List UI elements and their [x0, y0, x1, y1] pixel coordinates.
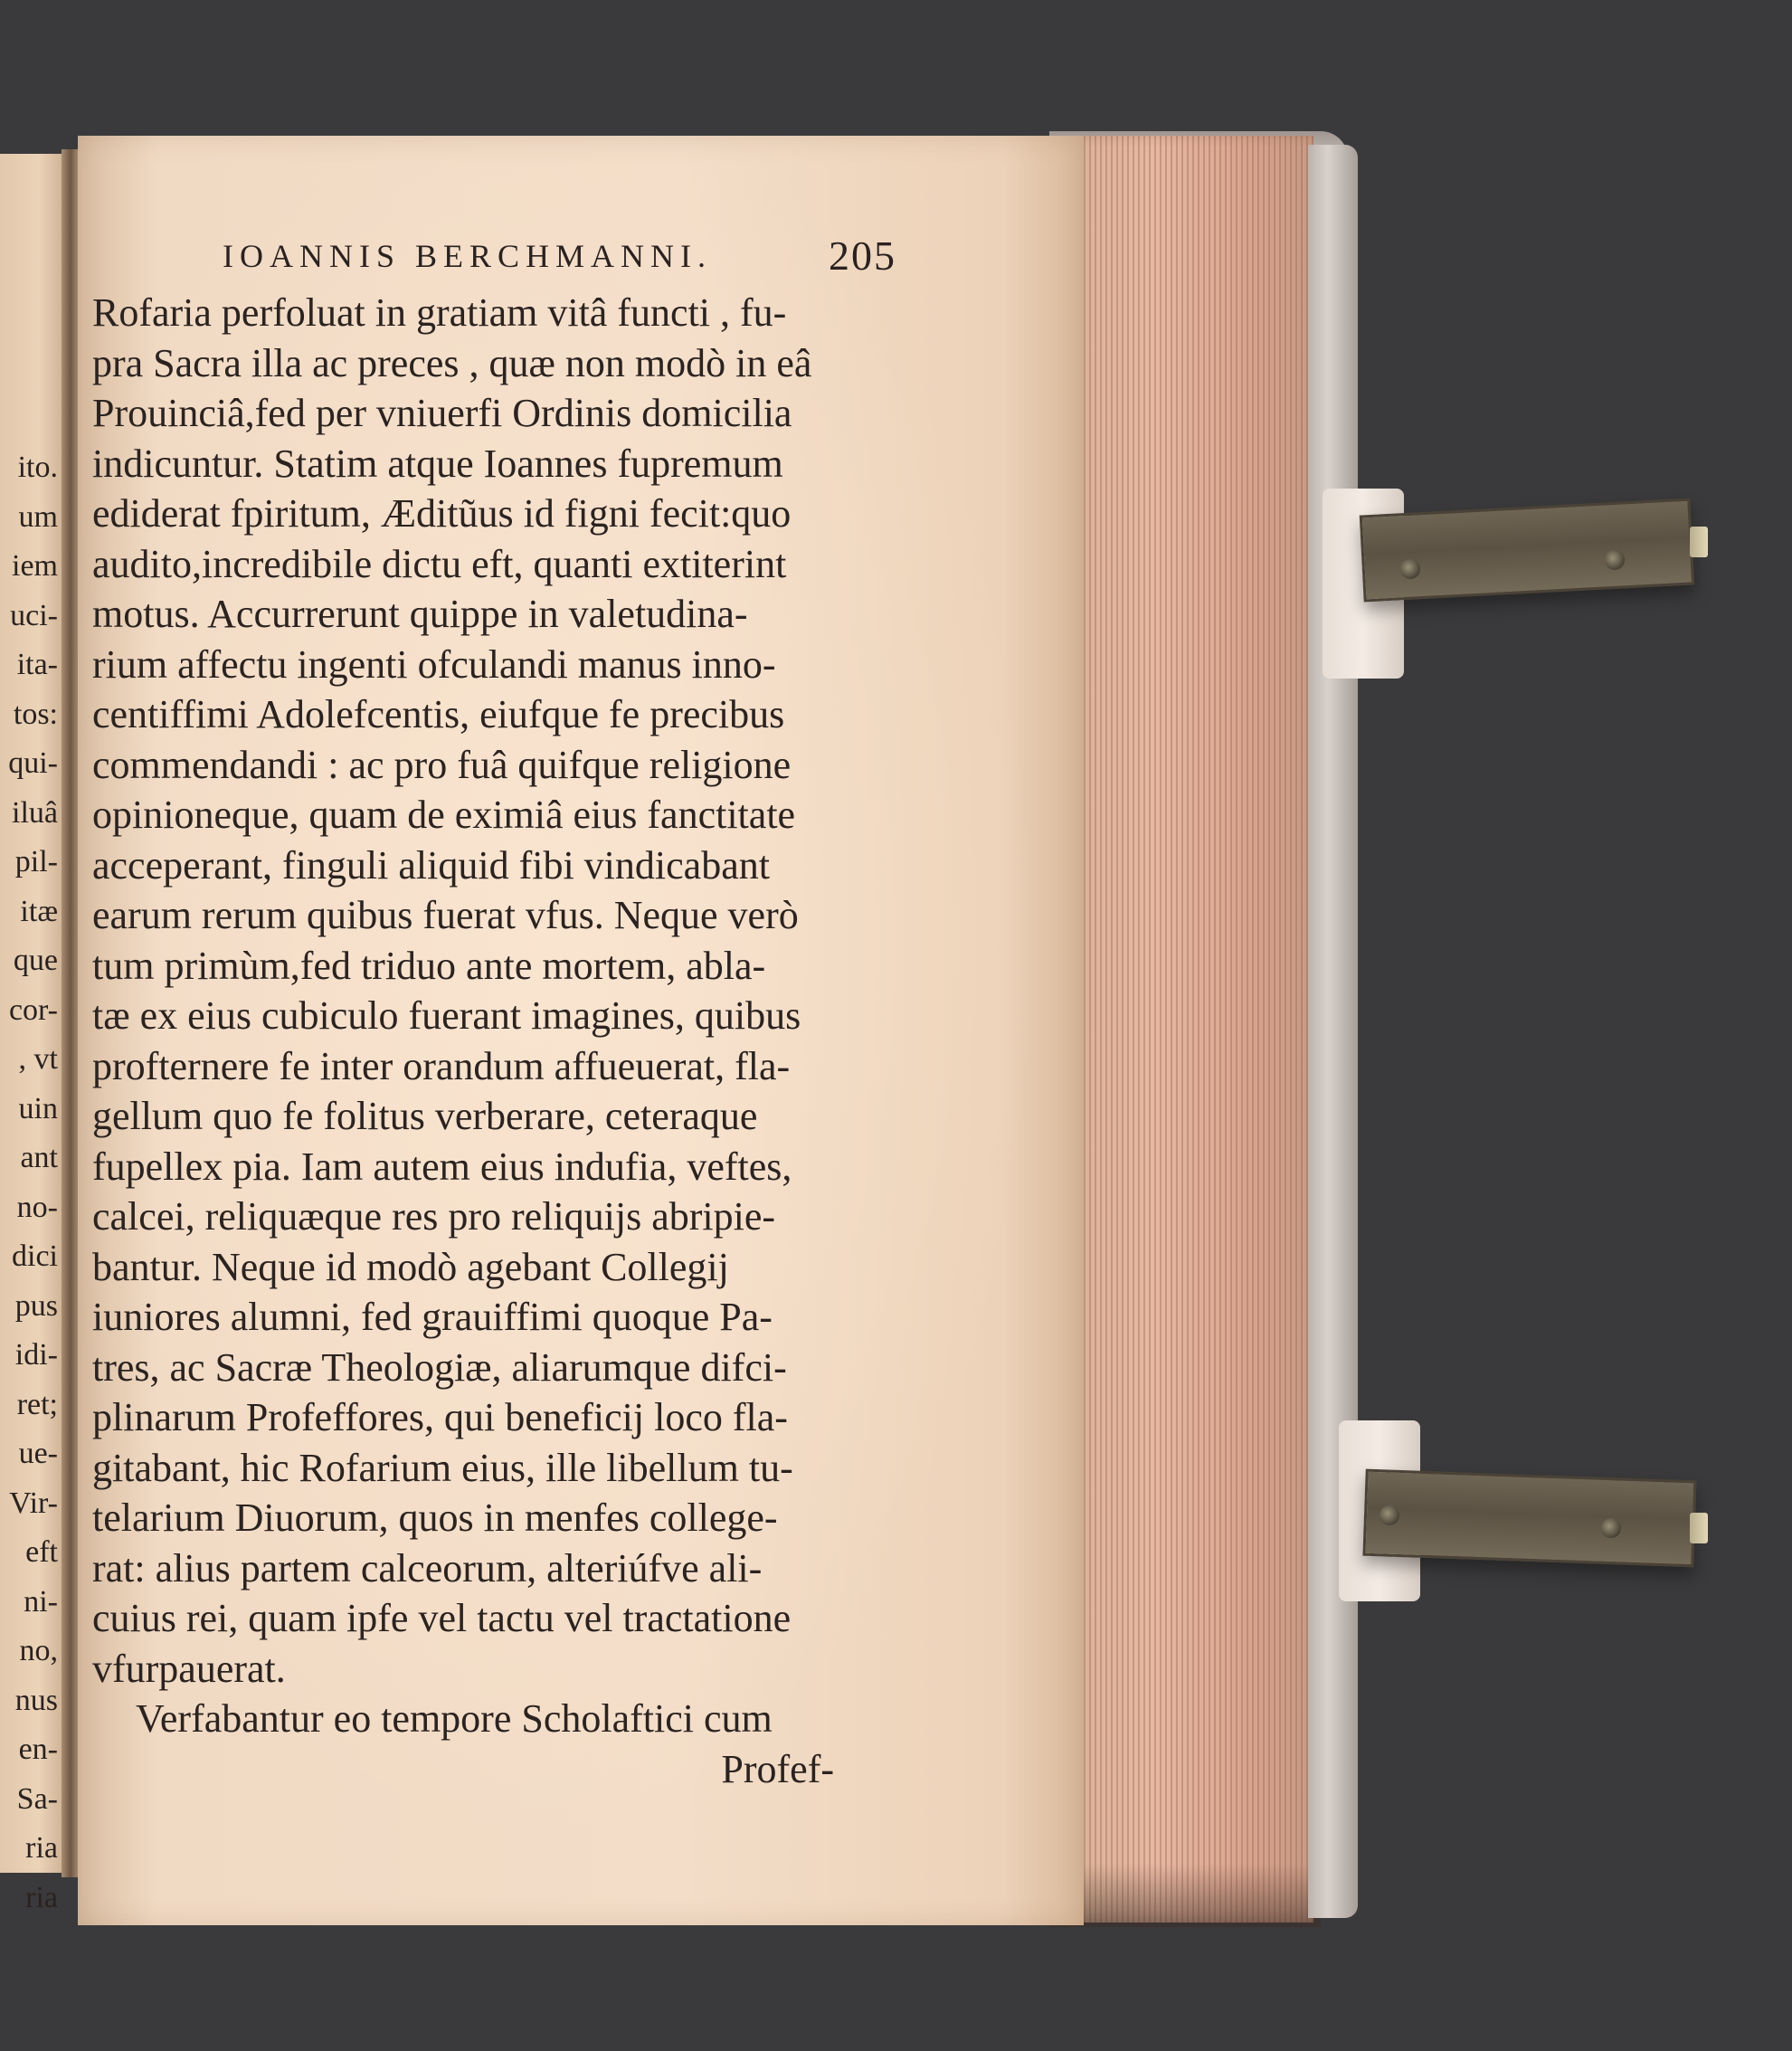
left-page-text-fragments: [0, 443, 63, 1923]
right-page: [78, 136, 1084, 1925]
text-line: rium affectu ingenti ofculandi manus inno-: [92, 641, 776, 687]
upper-clasp-strap[interactable]: [1360, 498, 1695, 602]
left-page-fragment: um: [18, 499, 58, 534]
left-page-fragment: uci-: [10, 598, 58, 632]
lower-clasp-rivet-icon: [1380, 1505, 1399, 1525]
upper-clasp-tip: [1690, 527, 1708, 557]
left-page-fragment: ant: [20, 1141, 58, 1174]
text-line: tum primùm,fed triduo ante mortem, abla-: [92, 943, 766, 988]
left-page-fragment: idi-: [14, 1338, 58, 1372]
left-page-fragment: ria: [25, 1880, 58, 1914]
page-header: [157, 233, 899, 291]
text-line: vfurpauerat.: [92, 1646, 286, 1691]
left-page-fragment: tos:: [13, 697, 58, 731]
left-page-fragment: iluâ: [12, 795, 58, 830]
text-line: gitabant, hic Rofarium eius, ille libellum tu-: [92, 1445, 793, 1490]
left-page-fragment: pus: [14, 1288, 58, 1323]
text-line: tæ ex eius cubiculo fuerant imagines, quibus: [92, 993, 801, 1038]
left-page-fragment: Vir-: [9, 1486, 58, 1520]
text-line: Prouinciâ,fed per vniuerfi Ordinis domicilia: [92, 391, 792, 435]
page-fore-edge: [1051, 136, 1313, 1923]
left-page-fragment: dici: [12, 1239, 58, 1273]
left-page-fragment: cor-: [8, 992, 58, 1027]
upper-clasp-rivet-icon: [1400, 559, 1420, 579]
text-line: acceperant, finguli aliquid fibi vindicabant: [92, 842, 770, 888]
vellum-back-cover: [1308, 145, 1358, 1918]
left-page-fragment: , vt: [18, 1042, 58, 1076]
left-page-fragment: nus: [14, 1683, 58, 1717]
text-line: cuius rei, quam ipfe vel tactu vel tractatione: [92, 1596, 792, 1640]
text-line: centiffimi Adolefcentis, eiufque fe precibus: [92, 692, 785, 736]
paragraph-start-line: Verfabantur eo tempore Scholaftici cum: [136, 1696, 773, 1741]
catchword: Profef-: [721, 1746, 834, 1791]
lower-clasp-rivet-icon: [1601, 1518, 1621, 1538]
text-line: profternere fe inter orandum affueuerat, fla-: [92, 1043, 791, 1088]
left-page-fragment: ret;: [16, 1387, 58, 1421]
page-number: 205: [829, 233, 896, 279]
fore-edge-shadow: [1049, 1864, 1321, 1927]
left-page-fragment: ue-: [18, 1437, 58, 1470]
text-line: gellum quo fe folitus verberare, ceteraque: [92, 1094, 758, 1138]
left-page-fragment: ria: [25, 1831, 58, 1865]
left-page-fragment: ni-: [24, 1584, 58, 1619]
text-line: indicuntur. Statim atque Ioannes fupremum: [92, 441, 783, 486]
text-line: earum rerum quibus fuerat vfus. Neque verò: [92, 893, 799, 937]
left-page-fragment: no-: [16, 1190, 58, 1224]
text-line: Rofaria perfoluat in gratiam vitâ functi , fu-: [92, 290, 787, 335]
left-page-fragment: Sa-: [16, 1781, 58, 1816]
text-line: telarium Diuorum, quos in menfes collegе-: [92, 1496, 778, 1540]
text-line: opinioneque, quam de eximiâ eius fanctitate: [92, 793, 796, 837]
left-page-fragment: uin: [18, 1091, 58, 1125]
text-line: motus. Accurrerunt quippe in valetudina-: [92, 592, 748, 636]
left-page-fragment: ita-: [16, 648, 58, 681]
left-facing-page: [0, 154, 65, 1914]
text-line: plinarum Profeffores, qui beneficij loco fla-: [92, 1395, 788, 1439]
left-page-fragment: en-: [18, 1733, 58, 1766]
text-line: iuniores alumni, fed grauiffimi quoque Pa-: [92, 1295, 773, 1339]
text-line: tres, ac Sacræ Theologiæ, aliarumque difci-: [92, 1344, 787, 1390]
running-title: IOANNIS BERCHMANNI.: [223, 238, 713, 274]
left-page-fragment: ito.: [17, 451, 58, 484]
lower-clasp-tip: [1690, 1513, 1708, 1543]
left-page-fragment: pil-: [14, 845, 58, 878]
text-line: calcei, reliquæque res pro reliquijs abripie-: [92, 1194, 776, 1239]
lower-clasp-strap[interactable]: [1362, 1469, 1696, 1568]
text-line: ediderat fpiritum, Æditũus id figni fecit:quo: [92, 491, 792, 536]
text-line: bantur. Neque id modò agebant Collegij: [92, 1244, 729, 1289]
left-page-fragment: no,: [19, 1634, 58, 1667]
left-page-fragment: que: [13, 944, 58, 977]
left-page-fragment: eft: [25, 1535, 58, 1569]
upper-clasp-rivet-icon: [1605, 550, 1625, 570]
text-line: pra Sacra illa ac preces , quæ non modò in eâ: [92, 340, 812, 385]
left-page-fragment: itæ: [20, 894, 58, 928]
text-line: audito,incredibile dictu eft, quanti extiterint: [92, 541, 787, 586]
left-page-fragment: qui-: [8, 746, 58, 780]
text-line: rat: alius partem calceorum, alteriúfve ali-: [92, 1545, 763, 1590]
left-page-fragment: iem: [12, 549, 58, 583]
text-line: fupellex pia. Iam autem eius indufia, veftes,: [92, 1144, 792, 1189]
body-text: [92, 288, 834, 1794]
text-line: commendandi : ac pro fuâ quifque religione: [92, 742, 792, 787]
